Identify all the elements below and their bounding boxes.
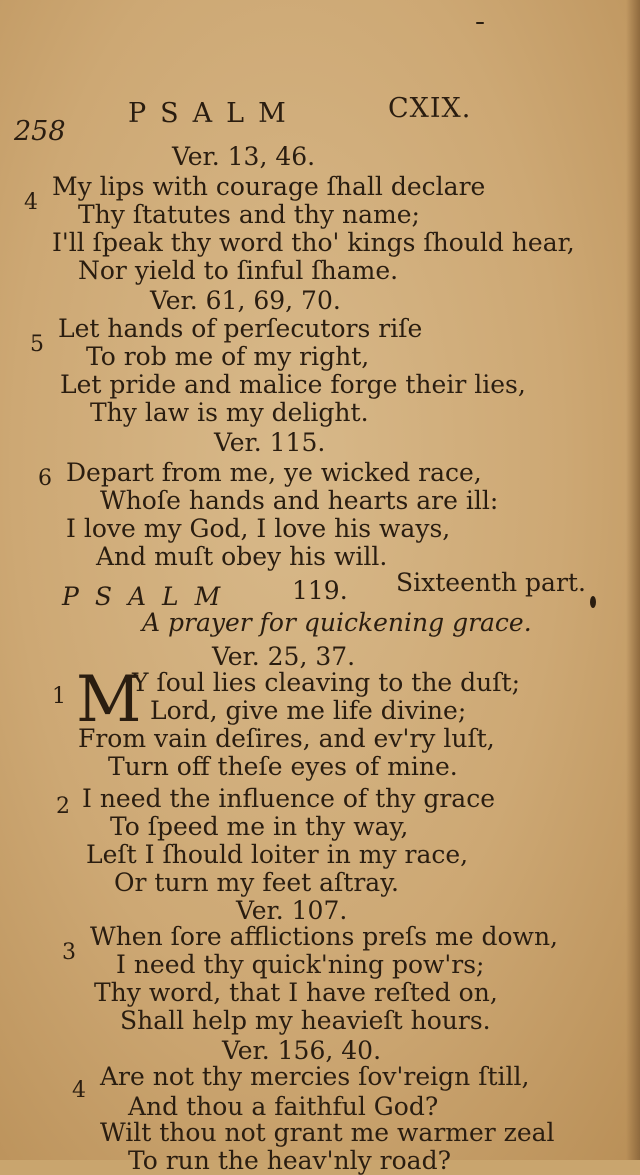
verse-line: Y ſoul lies cleaving to the duſt;: [132, 668, 520, 697]
verse-line: Let hands of perſecutors riſe: [58, 314, 423, 343]
verse-line: I love my God, I love his ways,: [66, 514, 451, 543]
verse-line: To rob me of my right,: [86, 342, 370, 371]
part-subtitle: A prayer for quickening grace.: [142, 608, 532, 637]
verse-reference: Ver. 25, 37.: [212, 642, 356, 671]
verse-line: And thou a faithful God?: [128, 1092, 439, 1121]
stanza-number: 5: [30, 332, 44, 357]
verse-reference: Ver. 115.: [214, 428, 326, 457]
verse-line: And muſt obey his will.: [96, 542, 388, 571]
verse-line: Nor yield to ſinful ſhame.: [78, 256, 399, 285]
drop-cap: M: [76, 663, 142, 737]
page-title: PSALM: [128, 98, 300, 129]
stanza-number: 1: [52, 684, 66, 709]
verse-line: Shall help my heavieſt hours.: [120, 1006, 491, 1035]
verse-line: My lips with courage ſhall declare: [52, 172, 486, 201]
verse-line: I need thy quick'ning pow'rs;: [116, 950, 485, 979]
ink-speck: [476, 22, 484, 24]
verse-line: Thy word, that I have reſted on,: [94, 978, 498, 1007]
verse-line: Turn off theſe eyes of mine.: [108, 752, 458, 781]
stanza-number: 4: [24, 190, 38, 215]
verse-line: Wilt thou not grant me warmer zeal: [100, 1118, 555, 1147]
verse-line: Depart from me, ye wicked race,: [66, 458, 482, 487]
verse-line: To ſpeed me in thy way,: [110, 812, 409, 841]
page-edge-shadow: [626, 0, 640, 1160]
ink-speck: [590, 596, 596, 608]
verse-reference: Ver. 13, 46.: [172, 142, 316, 171]
verse-line: I'll ſpeak thy word tho' kings ſhould hear,: [52, 228, 575, 257]
page-number: 258: [14, 116, 66, 147]
verse-line: Thy law is my delight.: [90, 398, 369, 427]
verse-line: From vain deſires, and ev'ry luſt,: [78, 724, 495, 753]
stanza-number: 2: [56, 794, 70, 819]
verse-line: Or turn my feet aſtray.: [114, 868, 399, 897]
verse-line: Whoſe hands and hearts are ill:: [100, 486, 499, 515]
stanza-number: 6: [38, 466, 52, 491]
verse-line: Leſt I ſhould loiter in my race,: [86, 840, 469, 869]
verse-line: I need the influence of thy grace: [82, 784, 495, 813]
verse-line: When ſore afflictions preſs me down,: [90, 922, 558, 951]
stanza-number: 4: [72, 1078, 86, 1103]
psalm-label: PSALM: [62, 582, 237, 611]
verse-reference: Ver. 107.: [236, 896, 348, 925]
verse-line: Are not thy mercies ſov'reign ſtill,: [100, 1062, 530, 1091]
verse-line: Let pride and malice forge their lies,: [60, 370, 526, 399]
verse-reference: Ver. 61, 69, 70.: [150, 286, 341, 315]
psalm-number: 119.: [292, 576, 348, 605]
verse-line: To run the heav'nly road?: [128, 1146, 451, 1175]
verse-reference: Ver. 156, 40.: [222, 1036, 382, 1065]
verse-line: Lord, give me life divine;: [150, 696, 467, 725]
verse-line: Thy ſtatutes and thy name;: [78, 200, 420, 229]
stanza-number: 3: [62, 940, 76, 965]
psalm-numeral: CXIX.: [388, 93, 472, 124]
part-title: Sixteenth part.: [396, 568, 586, 597]
